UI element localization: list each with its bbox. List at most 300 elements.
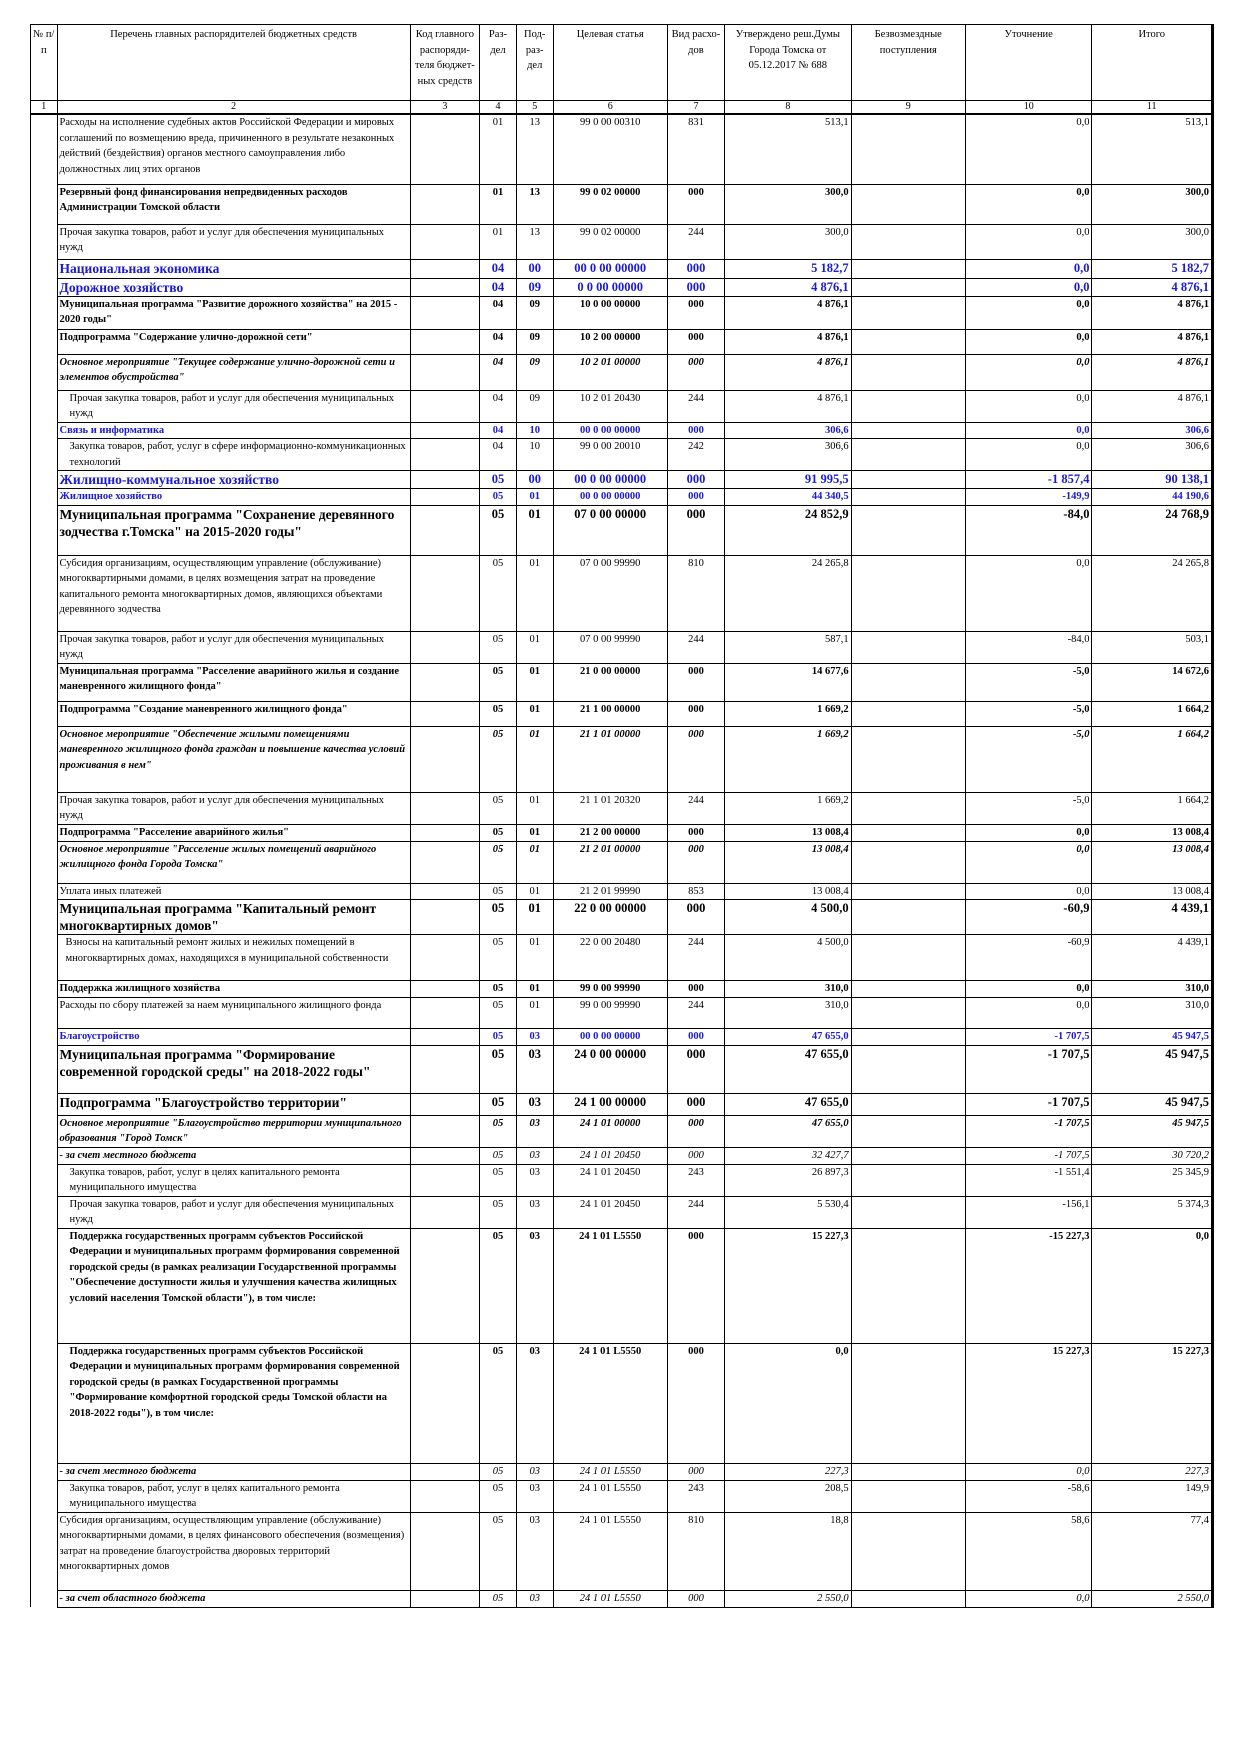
row-target-article-cell: 99 0 02 00000: [553, 184, 667, 224]
row-target-article-cell: 00 0 00 00000: [553, 1029, 667, 1046]
row-number-cell: [31, 726, 58, 792]
row-total-cell: 90 138,1: [1092, 471, 1213, 489]
row-razdel-cell: 05: [480, 631, 517, 663]
row-adjustment-cell: 0,0: [965, 114, 1092, 184]
row-razdel-cell: 05: [480, 701, 517, 726]
row-razdel-cell: 05: [480, 1093, 517, 1115]
row-approved-cell: 32 427,7: [725, 1147, 852, 1164]
row-name-cell: Прочая закупка товаров, работ и услуг для обеспечения муниципальных нужд: [57, 1196, 410, 1228]
row-total-cell: 1 664,2: [1092, 792, 1213, 824]
row-number-cell: [31, 841, 58, 883]
table-row: [31, 329, 1213, 354]
row-podrazdel-cell: 01: [516, 824, 553, 841]
row-name-cell: Поддержка государственных программ субъектов Российской Федерации и муниципальных программ формирования современной городской среды (в рамках Государственной программы "Формирование комфортной городской среды Томской области на 2018-2022 годы"), в том числе:: [57, 1343, 410, 1463]
row-podrazdel-cell: 03: [516, 1029, 553, 1046]
table-row: [31, 1029, 1213, 1046]
row-razdel-cell: 05: [480, 1463, 517, 1480]
row-grants-cell: [851, 1196, 965, 1228]
row-grants-cell: [851, 390, 965, 422]
row-grants-cell: [851, 726, 965, 792]
row-approved-cell: 1 669,2: [725, 726, 852, 792]
row-adjustment-cell: -1 707,5: [965, 1093, 1092, 1115]
row-grants-cell: [851, 114, 965, 184]
row-code-cell: [410, 1164, 479, 1196]
row-grants-cell: [851, 841, 965, 883]
colnum-11: 11: [1092, 101, 1213, 115]
row-podrazdel-cell: 03: [516, 1045, 553, 1093]
row-number-cell: [31, 1343, 58, 1463]
row-approved-cell: 4 876,1: [725, 278, 852, 296]
row-code-cell: [410, 935, 479, 981]
row-total-cell: 5 182,7: [1092, 259, 1213, 278]
row-approved-cell: 26 897,3: [725, 1164, 852, 1196]
row-podrazdel-cell: 03: [516, 1480, 553, 1512]
row-number-cell: [31, 1029, 58, 1046]
row-podrazdel-cell: 03: [516, 1115, 553, 1147]
row-razdel-cell: 05: [480, 841, 517, 883]
row-razdel-cell: 05: [480, 726, 517, 792]
table-row: [31, 1463, 1213, 1480]
row-total-cell: 4 876,1: [1092, 296, 1213, 329]
row-podrazdel-cell: 01: [516, 900, 553, 935]
row-podrazdel-cell: 01: [516, 555, 553, 631]
row-approved-cell: 24 852,9: [725, 505, 852, 555]
row-grants-cell: [851, 329, 965, 354]
row-number-cell: [31, 981, 58, 998]
row-expense-type-cell: 000: [667, 259, 724, 278]
row-total-cell: 503,1: [1092, 631, 1213, 663]
row-total-cell: 306,6: [1092, 422, 1213, 439]
header-col-1: № п/п: [31, 25, 58, 101]
row-code-cell: [410, 224, 479, 259]
table-row: [31, 354, 1213, 390]
table-row: [31, 726, 1213, 792]
row-approved-cell: 306,6: [725, 439, 852, 471]
row-number-cell: [31, 114, 58, 184]
row-total-cell: 4 876,1: [1092, 354, 1213, 390]
row-adjustment-cell: -1 707,5: [965, 1115, 1092, 1147]
row-expense-type-cell: 831: [667, 114, 724, 184]
table-row: [31, 259, 1213, 278]
row-approved-cell: 15 227,3: [725, 1228, 852, 1343]
table-row: [31, 505, 1213, 555]
row-razdel-cell: 05: [480, 1343, 517, 1463]
row-razdel-cell: 05: [480, 824, 517, 841]
row-total-cell: 513,1: [1092, 114, 1213, 184]
table-row: [31, 841, 1213, 883]
row-name-cell: Взносы на капитальный ремонт жилых и нежилых помещений в многоквартирных домах, находящихся в муниципальной собственности: [57, 935, 410, 981]
row-code-cell: [410, 354, 479, 390]
row-name-cell: Закупка товаров, работ, услуг в целях капитального ремонта муниципального имущества: [57, 1480, 410, 1512]
row-target-article-cell: 21 1 01 20320: [553, 792, 667, 824]
row-total-cell: 0,0: [1092, 1228, 1213, 1343]
row-expense-type-cell: 000: [667, 296, 724, 329]
row-target-article-cell: 21 0 00 00000: [553, 663, 667, 701]
row-adjustment-cell: -1 707,5: [965, 1029, 1092, 1046]
row-adjustment-cell: -149,9: [965, 489, 1092, 506]
row-target-article-cell: 99 0 02 00000: [553, 224, 667, 259]
table-row: [31, 824, 1213, 841]
row-razdel-cell: 05: [480, 998, 517, 1029]
row-razdel-cell: 05: [480, 1115, 517, 1147]
row-expense-type-cell: 244: [667, 631, 724, 663]
row-razdel-cell: 04: [480, 422, 517, 439]
row-grants-cell: [851, 1480, 965, 1512]
table-row: [31, 1512, 1213, 1590]
row-razdel-cell: 05: [480, 900, 517, 935]
row-podrazdel-cell: 00: [516, 259, 553, 278]
row-target-article-cell: 10 0 00 00000: [553, 296, 667, 329]
row-name-cell: Расходы по сбору платежей за наем муниципального жилищного фонда: [57, 998, 410, 1029]
row-grants-cell: [851, 296, 965, 329]
row-total-cell: 13 008,4: [1092, 824, 1213, 841]
row-code-cell: [410, 296, 479, 329]
row-expense-type-cell: 244: [667, 998, 724, 1029]
row-code-cell: [410, 439, 479, 471]
row-code-cell: [410, 1093, 479, 1115]
row-name-cell: Прочая закупка товаров, работ и услуг для обеспечения муниципальных нужд: [57, 390, 410, 422]
row-razdel-cell: 04: [480, 259, 517, 278]
row-total-cell: 227,3: [1092, 1463, 1213, 1480]
row-grants-cell: [851, 900, 965, 935]
row-razdel-cell: 01: [480, 114, 517, 184]
header-col-8: Утверждено реш.Думы Города Томска от 05.12.2017 № 688: [725, 25, 852, 101]
row-number-cell: [31, 701, 58, 726]
row-name-cell: Подпрограмма "Благоустройство территории": [57, 1093, 410, 1115]
row-total-cell: 2 550,0: [1092, 1590, 1213, 1607]
row-podrazdel-cell: 03: [516, 1343, 553, 1463]
table-row: [31, 900, 1213, 935]
row-name-cell: Основное мероприятие "Расселение жилых помещений аварийного жилищного фонда Города Томска": [57, 841, 410, 883]
row-expense-type-cell: 000: [667, 1115, 724, 1147]
row-approved-cell: 13 008,4: [725, 824, 852, 841]
row-razdel-cell: 05: [480, 505, 517, 555]
row-approved-cell: 4 876,1: [725, 390, 852, 422]
row-razdel-cell: 05: [480, 1029, 517, 1046]
row-adjustment-cell: 0,0: [965, 439, 1092, 471]
colnum-10: 10: [965, 101, 1092, 115]
row-total-cell: 4 439,1: [1092, 900, 1213, 935]
colnum-4: 4: [480, 101, 517, 115]
row-name-cell: Муниципальная программа "Развитие дорожного хозяйства" на 2015 - 2020 годы": [57, 296, 410, 329]
colnum-8: 8: [725, 101, 852, 115]
row-number-cell: [31, 935, 58, 981]
row-podrazdel-cell: 00: [516, 471, 553, 489]
row-name-cell: Благоустройство: [57, 1029, 410, 1046]
row-adjustment-cell: -1 857,4: [965, 471, 1092, 489]
row-number-cell: [31, 1196, 58, 1228]
row-grants-cell: [851, 505, 965, 555]
row-code-cell: [410, 883, 479, 900]
row-code-cell: [410, 1147, 479, 1164]
row-approved-cell: 24 265,8: [725, 555, 852, 631]
column-number-row: [31, 101, 1213, 115]
table-row: [31, 1590, 1213, 1607]
row-podrazdel-cell: 10: [516, 439, 553, 471]
row-adjustment-cell: 58,6: [965, 1512, 1092, 1590]
row-podrazdel-cell: 03: [516, 1590, 553, 1607]
row-name-cell: Подпрограмма "Создание маневренного жилищного фонда": [57, 701, 410, 726]
row-grants-cell: [851, 1343, 965, 1463]
row-adjustment-cell: -15 227,3: [965, 1228, 1092, 1343]
table-row: [31, 663, 1213, 701]
row-target-article-cell: 24 1 01 20450: [553, 1164, 667, 1196]
row-grants-cell: [851, 224, 965, 259]
row-expense-type-cell: 000: [667, 354, 724, 390]
table-row: [31, 489, 1213, 506]
row-expense-type-cell: 244: [667, 935, 724, 981]
row-number-cell: [31, 439, 58, 471]
row-code-cell: [410, 390, 479, 422]
row-approved-cell: 4 876,1: [725, 354, 852, 390]
row-adjustment-cell: -5,0: [965, 726, 1092, 792]
row-grants-cell: [851, 998, 965, 1029]
row-total-cell: 310,0: [1092, 998, 1213, 1029]
row-adjustment-cell: 0,0: [965, 329, 1092, 354]
row-code-cell: [410, 1512, 479, 1590]
row-adjustment-cell: 0,0: [965, 354, 1092, 390]
row-expense-type-cell: 000: [667, 471, 724, 489]
colnum-1: 1: [31, 101, 58, 115]
row-number-cell: [31, 505, 58, 555]
row-expense-type-cell: 244: [667, 224, 724, 259]
row-name-cell: Субсидия организациям, осуществляющим управление (обслуживание) многоквартирными домами, в целях финансового обеспечения (возмещения) затрат на проведение благоустройства дворовых территорий многоквартирных домов: [57, 1512, 410, 1590]
row-podrazdel-cell: 03: [516, 1196, 553, 1228]
row-expense-type-cell: 000: [667, 505, 724, 555]
table-row: [31, 471, 1213, 489]
row-approved-cell: 14 677,6: [725, 663, 852, 701]
row-total-cell: 4 876,1: [1092, 278, 1213, 296]
row-expense-type-cell: 000: [667, 1147, 724, 1164]
row-name-cell: Основное мероприятие "Обеспечение жилыми помещениями маневренного жилищного фонда граждан и повышение качества условий проживания в нем": [57, 726, 410, 792]
row-name-cell: Жилищное хозяйство: [57, 489, 410, 506]
row-target-article-cell: 24 1 01 L5550: [553, 1343, 667, 1463]
row-name-cell: Жилищно-коммунальное хозяйство: [57, 471, 410, 489]
row-target-article-cell: 24 1 01 20450: [553, 1147, 667, 1164]
row-adjustment-cell: -5,0: [965, 663, 1092, 701]
row-number-cell: [31, 471, 58, 489]
row-code-cell: [410, 489, 479, 506]
row-number-cell: [31, 1512, 58, 1590]
row-total-cell: 13 008,4: [1092, 883, 1213, 900]
row-approved-cell: 4 500,0: [725, 935, 852, 981]
row-expense-type-cell: 000: [667, 184, 724, 224]
row-name-cell: Поддержка государственных программ субъектов Российской Федерации и муниципальных программ формирования современной городской среды (в рамках реализации Государственной программы "Обеспечение доступности жилья и улучшения качества жилищных условий населения Томской области"), в том числе:: [57, 1228, 410, 1343]
row-razdel-cell: 04: [480, 390, 517, 422]
row-adjustment-cell: 0,0: [965, 422, 1092, 439]
header-col-4: Раз-дел: [480, 25, 517, 101]
row-adjustment-cell: 0,0: [965, 1590, 1092, 1607]
row-name-cell: Закупка товаров, работ, услуг в целях капитального ремонта муниципального имущества: [57, 1164, 410, 1196]
row-razdel-cell: 05: [480, 1480, 517, 1512]
row-podrazdel-cell: 09: [516, 329, 553, 354]
row-name-cell: Связь и информатика: [57, 422, 410, 439]
row-expense-type-cell: 000: [667, 701, 724, 726]
row-razdel-cell: 04: [480, 439, 517, 471]
row-razdel-cell: 05: [480, 1196, 517, 1228]
row-code-cell: [410, 1480, 479, 1512]
row-total-cell: 1 664,2: [1092, 701, 1213, 726]
row-total-cell: 1 664,2: [1092, 726, 1213, 792]
row-razdel-cell: 05: [480, 883, 517, 900]
row-total-cell: 45 947,5: [1092, 1093, 1213, 1115]
header-col-11: Итого: [1092, 25, 1213, 101]
row-razdel-cell: 01: [480, 224, 517, 259]
row-total-cell: 300,0: [1092, 224, 1213, 259]
table-row: [31, 701, 1213, 726]
row-podrazdel-cell: 01: [516, 841, 553, 883]
row-number-cell: [31, 296, 58, 329]
row-code-cell: [410, 114, 479, 184]
row-expense-type-cell: 000: [667, 663, 724, 701]
row-target-article-cell: 00 0 00 00000: [553, 489, 667, 506]
row-expense-type-cell: 000: [667, 900, 724, 935]
row-grants-cell: [851, 278, 965, 296]
row-target-article-cell: 10 2 00 00000: [553, 329, 667, 354]
table-row: [31, 1115, 1213, 1147]
row-approved-cell: 5 530,4: [725, 1196, 852, 1228]
row-razdel-cell: 05: [480, 471, 517, 489]
row-target-article-cell: 21 2 01 00000: [553, 841, 667, 883]
row-razdel-cell: 05: [480, 1147, 517, 1164]
row-approved-cell: 1 669,2: [725, 701, 852, 726]
row-grants-cell: [851, 1045, 965, 1093]
row-expense-type-cell: 000: [667, 278, 724, 296]
header-col-10: Уточнение: [965, 25, 1092, 101]
row-podrazdel-cell: 10: [516, 422, 553, 439]
row-expense-type-cell: 244: [667, 792, 724, 824]
row-adjustment-cell: 0,0: [965, 1463, 1092, 1480]
row-approved-cell: 4 876,1: [725, 329, 852, 354]
row-total-cell: 45 947,5: [1092, 1045, 1213, 1093]
row-podrazdel-cell: 01: [516, 726, 553, 792]
row-number-cell: [31, 883, 58, 900]
row-adjustment-cell: -5,0: [965, 701, 1092, 726]
row-podrazdel-cell: 03: [516, 1147, 553, 1164]
table-row: [31, 390, 1213, 422]
row-adjustment-cell: -84,0: [965, 631, 1092, 663]
row-target-article-cell: 24 1 01 L5550: [553, 1480, 667, 1512]
table-row: [31, 422, 1213, 439]
row-approved-cell: 300,0: [725, 184, 852, 224]
row-grants-cell: [851, 439, 965, 471]
table-row: [31, 1196, 1213, 1228]
row-adjustment-cell: 0,0: [965, 998, 1092, 1029]
row-approved-cell: 47 655,0: [725, 1029, 852, 1046]
row-podrazdel-cell: 03: [516, 1228, 553, 1343]
row-target-article-cell: 21 1 01 00000: [553, 726, 667, 792]
table-row: [31, 1343, 1213, 1463]
row-number-cell: [31, 259, 58, 278]
row-grants-cell: [851, 1093, 965, 1115]
row-adjustment-cell: -1 707,5: [965, 1147, 1092, 1164]
table-row: [31, 1480, 1213, 1512]
row-number-cell: [31, 390, 58, 422]
row-number-cell: [31, 824, 58, 841]
row-number-cell: [31, 1093, 58, 1115]
row-expense-type-cell: 000: [667, 1343, 724, 1463]
row-total-cell: 44 190,6: [1092, 489, 1213, 506]
row-code-cell: [410, 792, 479, 824]
row-target-article-cell: 00 0 00 00000: [553, 422, 667, 439]
row-podrazdel-cell: 01: [516, 792, 553, 824]
row-razdel-cell: 04: [480, 354, 517, 390]
row-target-article-cell: 99 0 00 99990: [553, 998, 667, 1029]
row-approved-cell: 18,8: [725, 1512, 852, 1590]
row-name-cell: Подпрограмма "Расселение аварийного жилья": [57, 824, 410, 841]
row-total-cell: 306,6: [1092, 439, 1213, 471]
row-code-cell: [410, 278, 479, 296]
row-approved-cell: 513,1: [725, 114, 852, 184]
row-name-cell: Дорожное хозяйство: [57, 278, 410, 296]
budget-table-page: [30, 24, 1214, 1608]
row-podrazdel-cell: 09: [516, 390, 553, 422]
row-code-cell: [410, 981, 479, 998]
row-target-article-cell: 00 0 00 00000: [553, 259, 667, 278]
row-razdel-cell: 05: [480, 1045, 517, 1093]
row-expense-type-cell: 000: [667, 1463, 724, 1480]
row-number-cell: [31, 1045, 58, 1093]
row-target-article-cell: 99 0 00 20010: [553, 439, 667, 471]
header-col-9: Безвозмездные поступления: [851, 25, 965, 101]
row-number-cell: [31, 354, 58, 390]
row-grants-cell: [851, 489, 965, 506]
row-code-cell: [410, 471, 479, 489]
row-number-cell: [31, 663, 58, 701]
row-number-cell: [31, 1480, 58, 1512]
row-adjustment-cell: 0,0: [965, 824, 1092, 841]
header-col-6: Целевая статья: [553, 25, 667, 101]
row-grants-cell: [851, 1115, 965, 1147]
row-code-cell: [410, 701, 479, 726]
row-podrazdel-cell: 01: [516, 883, 553, 900]
row-code-cell: [410, 1463, 479, 1480]
row-razdel-cell: 01: [480, 184, 517, 224]
row-target-article-cell: 07 0 00 99990: [553, 555, 667, 631]
row-total-cell: 149,9: [1092, 1480, 1213, 1512]
header-col-7: Вид расхо-дов: [667, 25, 724, 101]
table-row: [31, 224, 1213, 259]
row-number-cell: [31, 1147, 58, 1164]
row-grants-cell: [851, 1512, 965, 1590]
row-grants-cell: [851, 631, 965, 663]
row-number-cell: [31, 1590, 58, 1607]
row-podrazdel-cell: 13: [516, 184, 553, 224]
row-grants-cell: [851, 824, 965, 841]
row-podrazdel-cell: 01: [516, 631, 553, 663]
row-code-cell: [410, 1590, 479, 1607]
row-expense-type-cell: 244: [667, 390, 724, 422]
row-code-cell: [410, 726, 479, 792]
table-row: [31, 998, 1213, 1029]
row-name-cell: Подпрограмма "Содержание улично-дорожной сети": [57, 329, 410, 354]
row-approved-cell: 0,0: [725, 1343, 852, 1463]
row-razdel-cell: 05: [480, 1164, 517, 1196]
row-name-cell: Муниципальная программа "Расселение аварийного жилья и создание маневренного жилищного фонда": [57, 663, 410, 701]
row-target-article-cell: 22 0 00 00000: [553, 900, 667, 935]
row-adjustment-cell: -5,0: [965, 792, 1092, 824]
row-target-article-cell: 24 1 01 L5550: [553, 1590, 667, 1607]
row-razdel-cell: 05: [480, 792, 517, 824]
row-expense-type-cell: 000: [667, 329, 724, 354]
row-code-cell: [410, 1115, 479, 1147]
row-code-cell: [410, 1196, 479, 1228]
row-total-cell: 45 947,5: [1092, 1115, 1213, 1147]
row-razdel-cell: 05: [480, 1228, 517, 1343]
row-code-cell: [410, 1045, 479, 1093]
row-adjustment-cell: 0,0: [965, 184, 1092, 224]
row-razdel-cell: 05: [480, 555, 517, 631]
